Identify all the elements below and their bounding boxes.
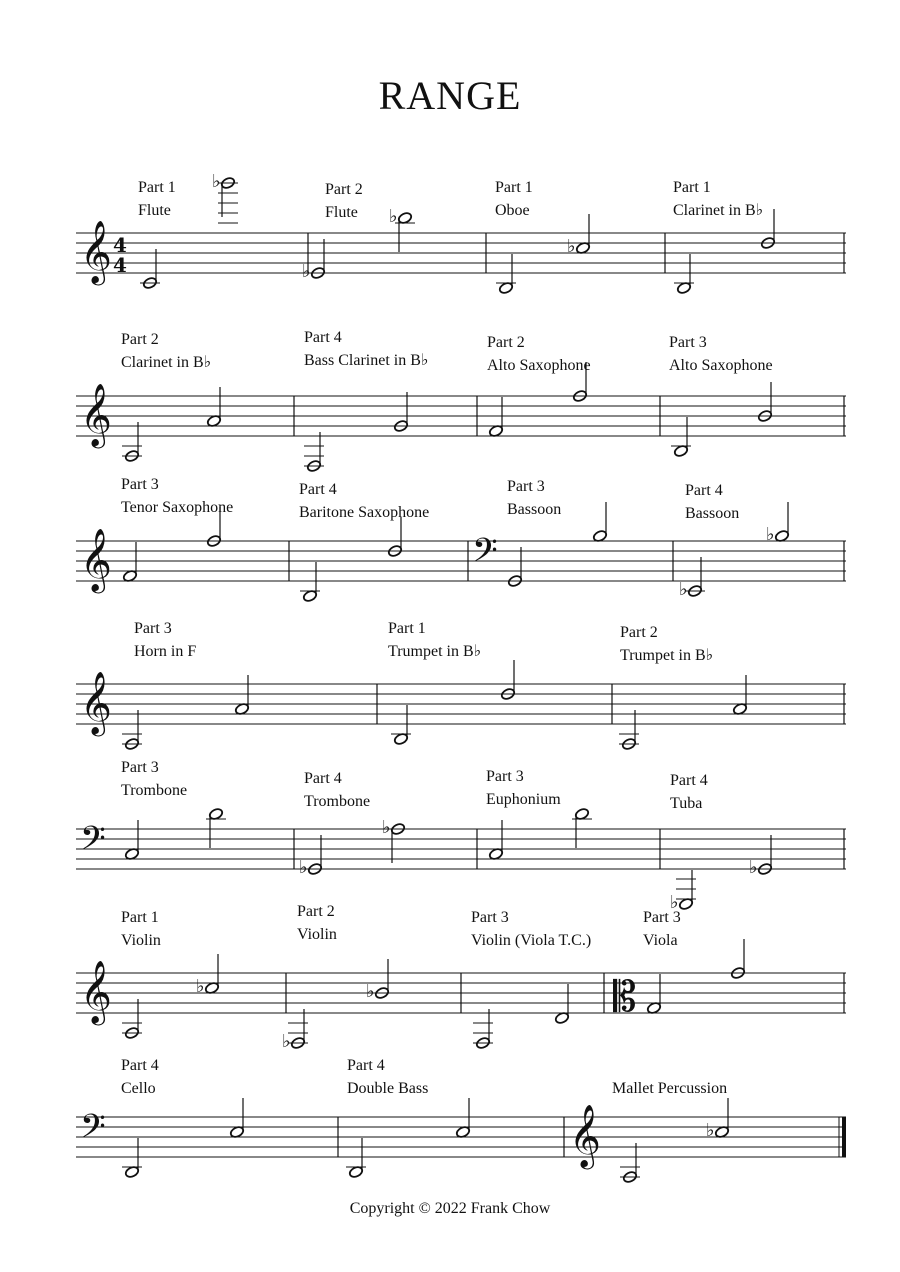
part-number: Part 2: [297, 903, 335, 920]
treble-clef: 𝄞: [80, 528, 112, 591]
part-number: Part 3: [507, 478, 545, 495]
part-number: Part 4: [685, 482, 723, 499]
part-number: Part 3: [121, 759, 159, 776]
part-number: Part 1: [138, 179, 176, 196]
part-number: Part 1: [673, 179, 711, 196]
flat-sign: ♭: [382, 817, 391, 838]
flat-sign: ♭: [282, 1031, 291, 1052]
flat-sign: ♭: [679, 579, 688, 600]
treble-clef: 𝄞: [569, 1104, 601, 1167]
instrument-name: Bassoon: [685, 505, 740, 522]
part-number: Part 3: [134, 620, 172, 637]
instrument-name: Bassoon: [507, 501, 562, 518]
page-title: RANGE: [378, 73, 522, 118]
part-number: Part 3: [643, 909, 681, 926]
part-number: Part 4: [304, 770, 342, 787]
part-number: Part 1: [495, 179, 533, 196]
flat-sign: ♭: [302, 261, 311, 282]
treble-clef: 𝄞: [80, 383, 112, 446]
instrument-name: Violin: [121, 932, 161, 949]
bass-clef: 𝄢: [80, 820, 106, 866]
flat-sign: ♭: [670, 892, 679, 913]
part-number: Part 3: [471, 909, 509, 926]
instrument-name: Bass Clarinet in B♭: [304, 352, 429, 369]
part-number: Part 3: [486, 768, 524, 785]
instrument-name: Tenor Saxophone: [121, 499, 234, 516]
time-signature-top: 4: [113, 233, 127, 257]
copyright: Copyright © 2022 Frank Chow: [349, 1200, 551, 1217]
flat-sign: ♭: [196, 976, 205, 997]
part-number: Part 2: [325, 181, 363, 198]
treble-clef: 𝄞: [80, 671, 112, 734]
instrument-name: Cello: [121, 1080, 156, 1097]
part-number: Part 3: [121, 476, 159, 493]
treble-clef: 𝄞: [80, 220, 112, 283]
part-number: Part 2: [620, 624, 658, 641]
part-number: Part 4: [299, 481, 337, 498]
part-number: Part 2: [487, 334, 525, 351]
instrument-name: Double Bass: [347, 1080, 429, 1097]
instrument-name: Violin (Viola T.C.): [471, 932, 592, 949]
instrument-name: Horn in F: [134, 643, 197, 660]
part-number: Part 1: [121, 909, 159, 926]
part-number: Part 4: [670, 772, 708, 789]
alto-clef: 𝄡: [613, 972, 637, 1021]
part-number: Part 4: [121, 1057, 159, 1074]
flat-sign: ♭: [706, 1120, 715, 1141]
part-number: Part 4: [304, 329, 342, 346]
flat-sign: ♭: [567, 236, 576, 257]
treble-clef: 𝄞: [80, 960, 112, 1023]
flat-sign: ♭: [212, 171, 221, 192]
time-signature-bottom: 4: [113, 253, 127, 277]
flat-sign: ♭: [389, 206, 398, 227]
flat-sign: ♭: [766, 524, 775, 545]
bass-clef: 𝄢: [80, 1108, 106, 1154]
music-notation: [76, 171, 846, 1184]
flat-sign: ♭: [299, 857, 308, 878]
instrument-name: Clarinet in B♭: [121, 354, 212, 371]
instrument-name: Alto Saxophone: [487, 357, 591, 374]
final-barline: [842, 1117, 846, 1157]
bass-clef: 𝄢: [472, 532, 498, 578]
instrument-name: Trumpet in B♭: [620, 647, 714, 664]
instrument-name: Viola: [643, 932, 678, 949]
part-number: Part 1: [388, 620, 426, 637]
instrument-name: Mallet Percussion: [612, 1080, 728, 1097]
instrument-name: Baritone Saxophone: [299, 504, 430, 521]
instrument-name: Oboe: [495, 202, 530, 219]
instrument-name: Trumpet in B♭: [388, 643, 482, 660]
instrument-name: Flute: [325, 204, 358, 221]
instrument-name: Trombone: [121, 782, 188, 799]
instrument-name: Violin: [297, 926, 337, 943]
instrument-name: Flute: [138, 202, 171, 219]
part-number: Part 4: [347, 1057, 385, 1074]
flat-sign: ♭: [749, 857, 758, 878]
part-number: Part 3: [669, 334, 707, 351]
flat-sign: ♭: [366, 981, 375, 1002]
instrument-name: Tuba: [670, 795, 703, 812]
instrument-name: Clarinet in B♭: [673, 202, 764, 219]
instrument-name: Euphonium: [486, 791, 561, 808]
instrument-name: Alto Saxophone: [669, 357, 773, 374]
instrument-name: Trombone: [304, 793, 371, 810]
part-number: Part 2: [121, 331, 159, 348]
